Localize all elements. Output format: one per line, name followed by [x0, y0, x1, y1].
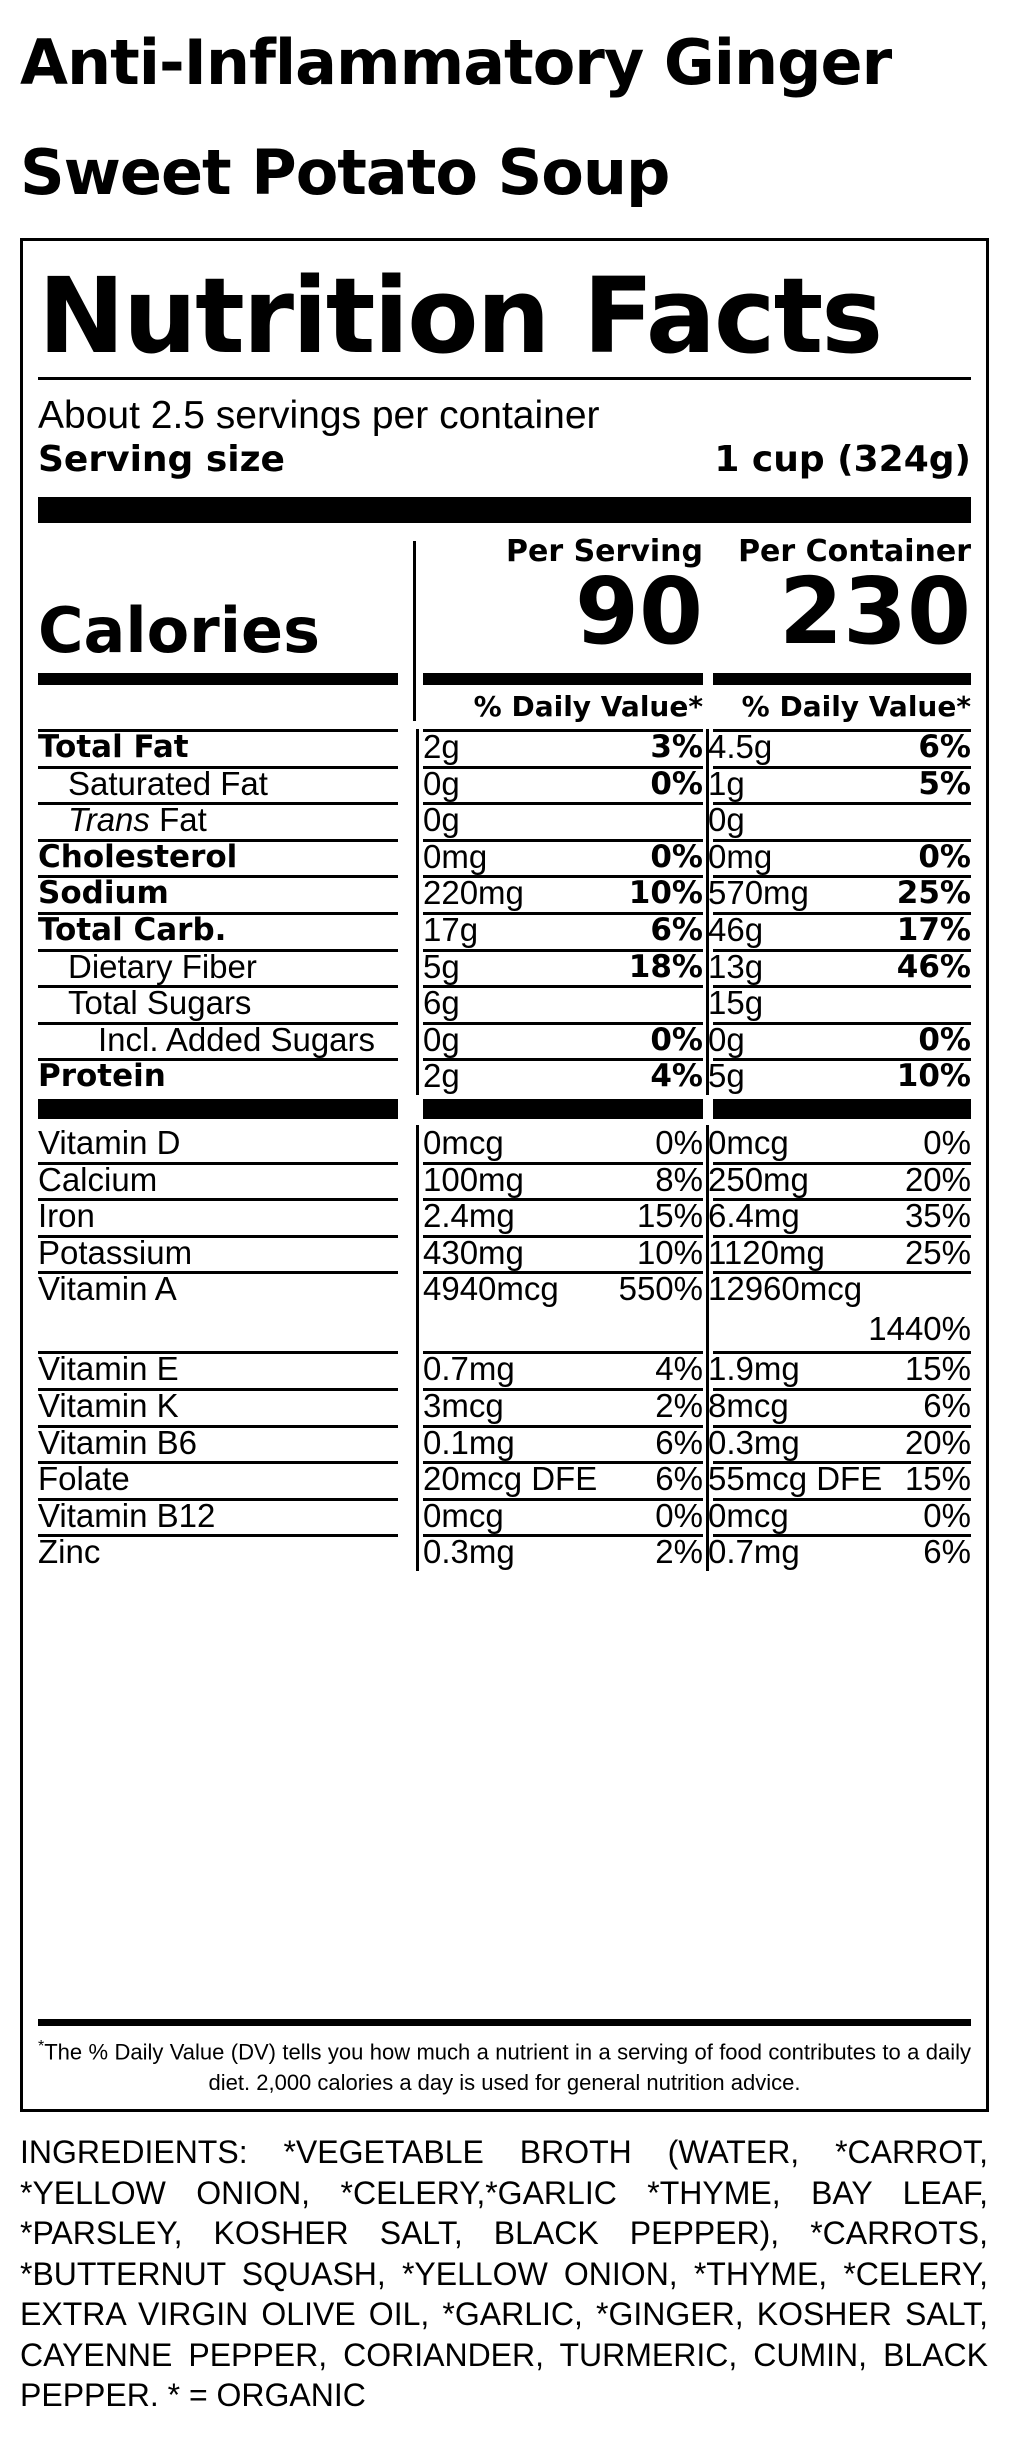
- daily-value-footnote: [38, 2031, 971, 2098]
- container-dv-dietary-fiber: 46%: [896, 948, 971, 985]
- serving-amount-zinc: 0.3mg: [423, 1533, 515, 1571]
- macro-row-rule-serving: [423, 985, 703, 988]
- micro-row-3-divider-s: [416, 1235, 419, 1272]
- macro-row-6-divider-s: [416, 949, 419, 986]
- nutrient-name-incl-added-sugars: Incl. Added Sugars: [98, 1020, 376, 1058]
- serving-amount-potassium: 430mg: [423, 1233, 524, 1271]
- macro-row-8-divider-s: [416, 1022, 419, 1059]
- container-amount-iron: 6.4mg: [708, 1197, 800, 1235]
- serving-dv-calcium: 8%: [655, 1160, 703, 1198]
- serving-size-value: 1 cup (324g): [714, 439, 971, 480]
- micro-thick-bar-container: [713, 1099, 971, 1119]
- micro-row-1-divider-s: [416, 1162, 419, 1199]
- container-dv-vitamin-e: 15%: [904, 1350, 971, 1388]
- daily-value-heading-serving: % Daily Value*: [473, 690, 703, 723]
- container-amount-vitamin-k: 8mcg: [708, 1387, 789, 1424]
- container-amount-cholesterol: 0mg: [708, 837, 773, 875]
- container-amount-folate: 55mcg DFE: [708, 1460, 883, 1498]
- serving-dv-protein: 4%: [650, 1058, 703, 1095]
- calories-per-serving: 90: [574, 558, 703, 665]
- calories-label: Calories: [38, 594, 320, 667]
- nutrient-name-saturated-fat: Saturated Fat: [68, 764, 268, 802]
- serving-dv-sodium: 10%: [628, 875, 703, 912]
- serving-amount-vitamin-b6: 0.1mg: [423, 1423, 515, 1461]
- serving-dv-iron: 15%: [636, 1197, 703, 1235]
- serving-amount-sodium: 220mg: [423, 874, 524, 912]
- nutrient-name-dietary-fiber: Dietary Fiber: [68, 947, 257, 985]
- container-amount-trans: 0g: [708, 801, 745, 839]
- macro-row-4-divider-s: [416, 875, 419, 912]
- container-amount-total-fat: 4.5g: [708, 728, 773, 765]
- container-amount-vitamin-e: 1.9mg: [708, 1350, 800, 1388]
- per-serving-heading: Per Serving: [506, 534, 703, 569]
- micro-thick-bar-left: [38, 1099, 398, 1119]
- serving-amount-saturated-fat: 0g: [423, 764, 460, 802]
- serving-amount-folate: 20mcg DFE: [423, 1460, 598, 1498]
- serving-amount-trans: 0g: [423, 801, 460, 839]
- container-amount-vitamin-b12: 0mcg: [708, 1496, 789, 1534]
- serving-amount-total-sugars: 6g: [423, 984, 460, 1022]
- nutrition-facts-heading: Nutrition Facts: [38, 255, 882, 377]
- nutrient-name-italic: Trans: [68, 801, 150, 839]
- macro-row-rule-container: [713, 802, 971, 805]
- calories-bar-serving: [423, 673, 703, 685]
- nutrient-name-total-carb: Total Carb.: [38, 912, 227, 948]
- serving-amount-dietary-fiber: 5g: [423, 947, 460, 985]
- footnote-asterisk: *: [38, 2038, 45, 2055]
- container-amount-saturated-fat: 1g: [708, 764, 745, 802]
- calories-bar-left: [38, 673, 398, 685]
- serving-dv-total-fat: 3%: [650, 729, 703, 765]
- nutrient-name-vitamin-e: Vitamin E: [38, 1350, 179, 1388]
- nutrient-name-calcium: Calcium: [38, 1160, 158, 1198]
- serving-dv-zinc: 2%: [655, 1533, 703, 1571]
- nutrient-name-rest: Fat: [149, 801, 207, 839]
- nutrient-name-cholesterol: Cholesterol: [38, 838, 238, 875]
- container-dv-potassium: 25%: [904, 1233, 971, 1271]
- container-dv-zinc: 6%: [923, 1533, 971, 1571]
- container-dv-incl-added-sugars: 0%: [918, 1021, 971, 1058]
- footnote-text: The % Daily Value (DV) tells you how much a nutrient in a serving of food contributes to a daily diet. 2,000 calories a day is used for general nutrition advice.: [44, 2039, 971, 2096]
- container-amount-potassium: 1120mg: [708, 1233, 825, 1271]
- micro-thick-bar-serving: [423, 1099, 703, 1119]
- serving-dv-vitamin-b6: 6%: [655, 1423, 703, 1461]
- micro-row-9-divider-s: [416, 1498, 419, 1535]
- servings-per-container: About 2.5 servings per container: [38, 394, 600, 437]
- daily-value-heading-container: % Daily Value*: [741, 690, 971, 723]
- nutrient-name-potassium: Potassium: [38, 1233, 193, 1271]
- serving-amount-vitamin-b12: 0mcg: [423, 1496, 504, 1534]
- serving-dv-incl-added-sugars: 0%: [650, 1021, 703, 1058]
- serving-amount-protein: 2g: [423, 1057, 460, 1095]
- serving-amount-vitamin-a: 4940mcg: [423, 1270, 559, 1308]
- serving-dv-potassium: 10%: [636, 1233, 703, 1271]
- serving-amount-cholesterol: 0mg: [423, 837, 488, 875]
- nutrient-name-protein: Protein: [38, 1058, 166, 1095]
- container-dv-protein: 10%: [896, 1058, 971, 1095]
- container-amount-zinc: 0.7mg: [708, 1533, 800, 1571]
- nutrient-name-vitamin-b6: Vitamin B6: [38, 1423, 197, 1461]
- serving-dv-vitamin-k: 2%: [655, 1387, 703, 1424]
- macro-row-3-divider-s: [416, 839, 419, 876]
- serving-dv-total-carb: 6%: [650, 912, 703, 948]
- macro-row-7-divider-s: [416, 985, 419, 1022]
- container-amount-total-sugars: 15g: [708, 984, 764, 1022]
- serving-dv-cholesterol: 0%: [650, 838, 703, 875]
- recipe-title-line-1: Anti-Inflammatory Ginger: [20, 26, 892, 99]
- container-dv-vitamin-a: 1440%: [868, 1310, 971, 1348]
- container-dv-cholesterol: 0%: [918, 838, 971, 875]
- serving-amount-vitamin-e: 0.7mg: [423, 1350, 515, 1388]
- column-divider-top: [413, 541, 416, 721]
- micro-row-8-divider-s: [416, 1461, 419, 1498]
- serving-dv-dietary-fiber: 18%: [628, 948, 703, 985]
- macro-row-rule-serving: [423, 802, 703, 805]
- macro-row-9-divider-s: [416, 1058, 419, 1095]
- serving-dv-vitamin-a: 550%: [618, 1270, 703, 1308]
- macro-row-0-divider-s: [416, 729, 419, 766]
- serving-amount-vitamin-k: 3mcg: [423, 1387, 504, 1424]
- container-amount-incl-added-sugars: 0g: [708, 1020, 745, 1058]
- container-amount-sodium: 570mg: [708, 874, 809, 912]
- serving-dv-vitamin-b12: 0%: [655, 1496, 703, 1534]
- container-dv-total-fat: 6%: [918, 729, 971, 765]
- micro-row-0-divider-s: [416, 1125, 419, 1162]
- nutrition-facts-label: [20, 238, 989, 2112]
- container-dv-sodium: 25%: [896, 875, 971, 912]
- micro-row-10-divider-s: [416, 1534, 419, 1571]
- container-dv-vitamin-d: 0%: [923, 1124, 971, 1161]
- macro-row-2-divider-s: [416, 802, 419, 839]
- serving-amount-total-fat: 2g: [423, 728, 460, 765]
- serving-amount-iron: 2.4mg: [423, 1197, 515, 1235]
- nutrient-name-iron: Iron: [38, 1197, 95, 1235]
- serving-amount-calcium: 100mg: [423, 1160, 524, 1198]
- nutrient-name-folate: Folate: [38, 1460, 130, 1498]
- container-amount-calcium: 250mg: [708, 1160, 809, 1198]
- nutrient-name-trans: [68, 800, 207, 840]
- serving-size-label: Serving size: [38, 439, 285, 480]
- nutrient-name-total-sugars: Total Sugars: [68, 984, 252, 1022]
- serving-amount-incl-added-sugars: 0g: [423, 1020, 460, 1058]
- title-divider: [38, 377, 971, 380]
- recipe-title: [20, 8, 980, 228]
- per-container-heading: Per Container: [738, 534, 971, 569]
- container-dv-vitamin-k: 6%: [923, 1387, 971, 1424]
- serving-dv-folate: 6%: [655, 1460, 703, 1498]
- micro-row-2-divider-s: [416, 1198, 419, 1235]
- serving-dv-vitamin-e: 4%: [655, 1350, 703, 1388]
- recipe-title-line-2: Sweet Potato Soup: [20, 136, 670, 209]
- micro-row-5-divider-s: [416, 1351, 419, 1388]
- container-dv-total-carb: 17%: [896, 912, 971, 948]
- container-dv-folate: 15%: [904, 1460, 971, 1498]
- nutrient-name-vitamin-b12: Vitamin B12: [38, 1496, 216, 1534]
- container-amount-vitamin-a: 12960mcg: [708, 1270, 863, 1308]
- nutrient-name-vitamin-a: Vitamin A: [38, 1270, 177, 1308]
- nutrient-name-total-fat: Total Fat: [38, 729, 189, 765]
- nutrient-name-vitamin-k: Vitamin K: [38, 1387, 179, 1424]
- calories-bar-container: [713, 673, 971, 685]
- nutrient-name-zinc: Zinc: [38, 1533, 101, 1571]
- serving-amount-total-carb: 17g: [423, 911, 479, 948]
- serving-size-thick-bar: [38, 497, 971, 523]
- macro-row-1-divider-s: [416, 766, 419, 803]
- ingredients-list: INGREDIENTS: *VEGETABLE BROTH (WATER, *CARROT, *YELLOW ONION, *CELERY,*GARLIC *THYME, BAY LEAF, *PARSLEY, KOSHER SALT, BLACK PEPPER), *CARROTS, *BUTTERNUT SQUASH, *YELLOW ONION, *THYME, *CELERY, EXTRA VIRGIN OLIVE OIL, *GARLIC, *GINGER, KOSHER SALT, CAYENNE PEPPER, CORIANDER, TURMERIC, CUMIN, BLACK PEPPER. * = ORGANIC: [20, 2134, 988, 2413]
- nutrition-facts-panel: [38, 241, 971, 2109]
- container-dv-calcium: 20%: [904, 1160, 971, 1198]
- nutrient-name-vitamin-d: Vitamin D: [38, 1124, 181, 1161]
- container-dv-vitamin-b6: 20%: [904, 1423, 971, 1461]
- calories-per-container: 230: [778, 558, 971, 665]
- container-amount-protein: 5g: [708, 1057, 745, 1095]
- container-amount-dietary-fiber: 13g: [708, 947, 764, 985]
- container-amount-vitamin-b6: 0.3mg: [708, 1423, 800, 1461]
- serving-dv-saturated-fat: 0%: [650, 765, 703, 802]
- container-amount-total-carb: 46g: [708, 911, 764, 948]
- container-dv-iron: 35%: [904, 1197, 971, 1235]
- micro-row-7-divider-s: [416, 1425, 419, 1462]
- serving-amount-vitamin-d: 0mcg: [423, 1124, 504, 1161]
- serving-dv-vitamin-d: 0%: [655, 1124, 703, 1161]
- container-amount-vitamin-d: 0mcg: [708, 1124, 789, 1161]
- container-dv-vitamin-b12: 0%: [923, 1496, 971, 1534]
- micro-row-4-divider-s: [416, 1271, 419, 1351]
- macro-row-5-divider-s: [416, 912, 419, 949]
- footnote-divider: [38, 2019, 971, 2026]
- nutrient-name-sodium: Sodium: [38, 875, 169, 912]
- container-dv-saturated-fat: 5%: [918, 765, 971, 802]
- micro-row-6-divider-s: [416, 1388, 419, 1425]
